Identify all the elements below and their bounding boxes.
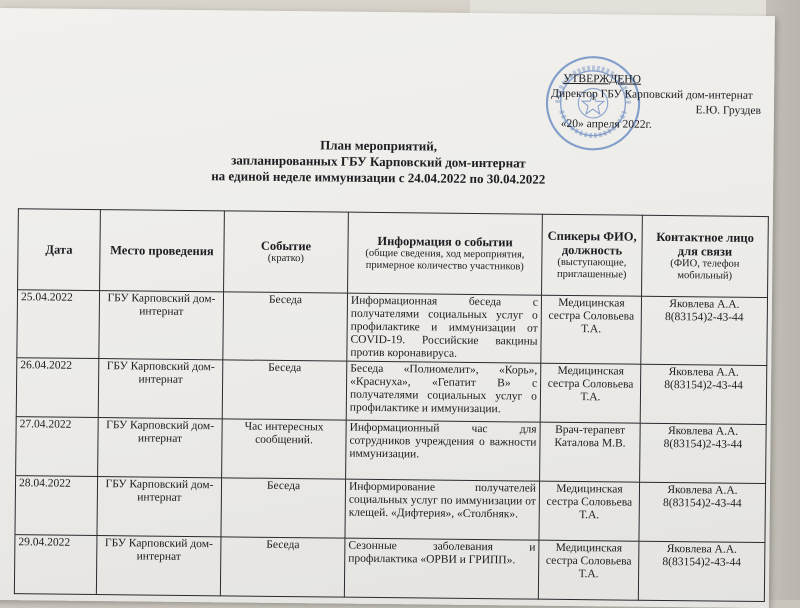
cell-speakers: Медицинская сестра Соловьева Т.А. — [541, 295, 642, 364]
table-row — [17, 290, 768, 366]
cell-contact — [640, 364, 767, 424]
header-place: Место проведения — [100, 210, 225, 292]
table-header-row — [18, 209, 769, 298]
cell-date: 28.04.2022 — [15, 476, 98, 536]
cell-info: Сезонные заболевания и профилактика «ОРВИ и ГРИПП». — [344, 538, 539, 599]
cell-speakers: Медицинская сестра Соловьева Т.А. — [540, 363, 641, 423]
cell-info: Беседа «Полиомелит», «Корь», «Краснуха», «Гепатит В» с получателями социальных услуг о профилактике и иммунизации. — [346, 361, 541, 422]
cell-event: Беседа — [220, 537, 345, 597]
table-row — [15, 476, 766, 543]
contact-phone: 8(83154)2-43-44 — [663, 437, 743, 451]
cell-speakers: Медицинская сестра Соловьева Т.А. — [538, 540, 639, 600]
header-date: Дата — [18, 209, 101, 291]
title-line-2: запланированных ГБУ Карповский дом-интернат — [231, 152, 526, 171]
approval-block — [551, 72, 782, 134]
cell-info: Информационная беседа с получателями социальных услуг о профилактике и иммунизации от COVID-19. Российские вакцины против коронавируса. — [347, 293, 542, 363]
cell-date: 26.04.2022 — [16, 358, 99, 418]
header-speakers: Спикеры ФИО, должность (выступающие, приглашенные) — [542, 214, 643, 296]
contact-name: Яковлева А.А. — [667, 484, 738, 497]
contact-name: Яковлева А.А. — [668, 366, 739, 379]
contact-name: Яковлева А.А. — [667, 425, 739, 438]
header-info: Информация о событии (общие сведения, ход мероприятия, примерное количество участников) — [348, 212, 543, 295]
contact-phone: 8(83154)2-43-44 — [664, 378, 743, 392]
cell-event: Час интересных сообщений. — [222, 419, 347, 479]
cell-place: ГБУ Карповский дом-интернат — [98, 418, 223, 478]
cell-event: Беседа — [222, 360, 347, 420]
cell-date: 27.04.2022 — [16, 417, 99, 477]
table-row — [16, 417, 767, 484]
header-event: Событие (кратко) — [224, 211, 349, 293]
contact-phone: 8(83154)2-43-44 — [662, 555, 742, 569]
cell-speakers: Врач-терапевт Каталова М.В. — [540, 422, 641, 482]
cell-place: ГБУ Карповский дом-интернат — [97, 477, 222, 537]
cell-info: Информирование получателей социальных услуг по иммунизации от клещей. «Дифтерия», «Столбняк». — [345, 479, 540, 540]
cell-event: Беседа — [221, 478, 346, 538]
cell-contact — [641, 296, 768, 365]
table-row — [14, 535, 765, 602]
cell-date: 25.04.2022 — [17, 290, 100, 359]
cell-info: Информационный час для сотрудников учреждения о важности иммунизации. — [346, 420, 541, 481]
title-line-1: План мероприятий, — [320, 137, 438, 154]
cell-contact — [639, 482, 766, 542]
approval-date: «20» апреля 2022г. — [560, 117, 652, 131]
document-title — [158, 136, 598, 189]
cell-speakers: Медицинская сестра Соловьева Т.А. — [539, 481, 640, 541]
contact-phone: 8(83154)2-43-44 — [664, 310, 744, 324]
cell-date: 29.04.2022 — [14, 535, 97, 595]
approval-title: УТВЕРЖДЕНО — [563, 72, 641, 86]
approval-position: Директор ГБУ Карповский дом-интернат — [551, 87, 753, 102]
contact-name: Яковлева А.А. — [666, 543, 738, 556]
cell-place: ГБУ Карповский дом-интернат — [99, 291, 224, 360]
cell-place: ГБУ Карповский дом-интернат — [96, 536, 221, 596]
cell-event: Беседа — [223, 292, 348, 361]
header-contact: Контактное лицо для связи (ФИО, телефон мобильный) — [642, 215, 769, 297]
cell-place: ГБУ Карповский дом-интернат — [98, 359, 223, 419]
contact-phone: 8(83154)2-43-44 — [662, 496, 742, 510]
document-sheet — [0, 8, 775, 608]
cell-contact — [638, 541, 765, 601]
cell-contact — [640, 423, 767, 483]
title-line-3: на единой неделе иммунизации с 24.04.2022 по 30.04.2022 — [211, 168, 546, 187]
contact-name: Яковлева А.А. — [669, 298, 740, 311]
approval-name: Е.Ю. Груздев — [695, 104, 762, 117]
events-table — [14, 208, 769, 602]
table-row — [16, 358, 767, 425]
